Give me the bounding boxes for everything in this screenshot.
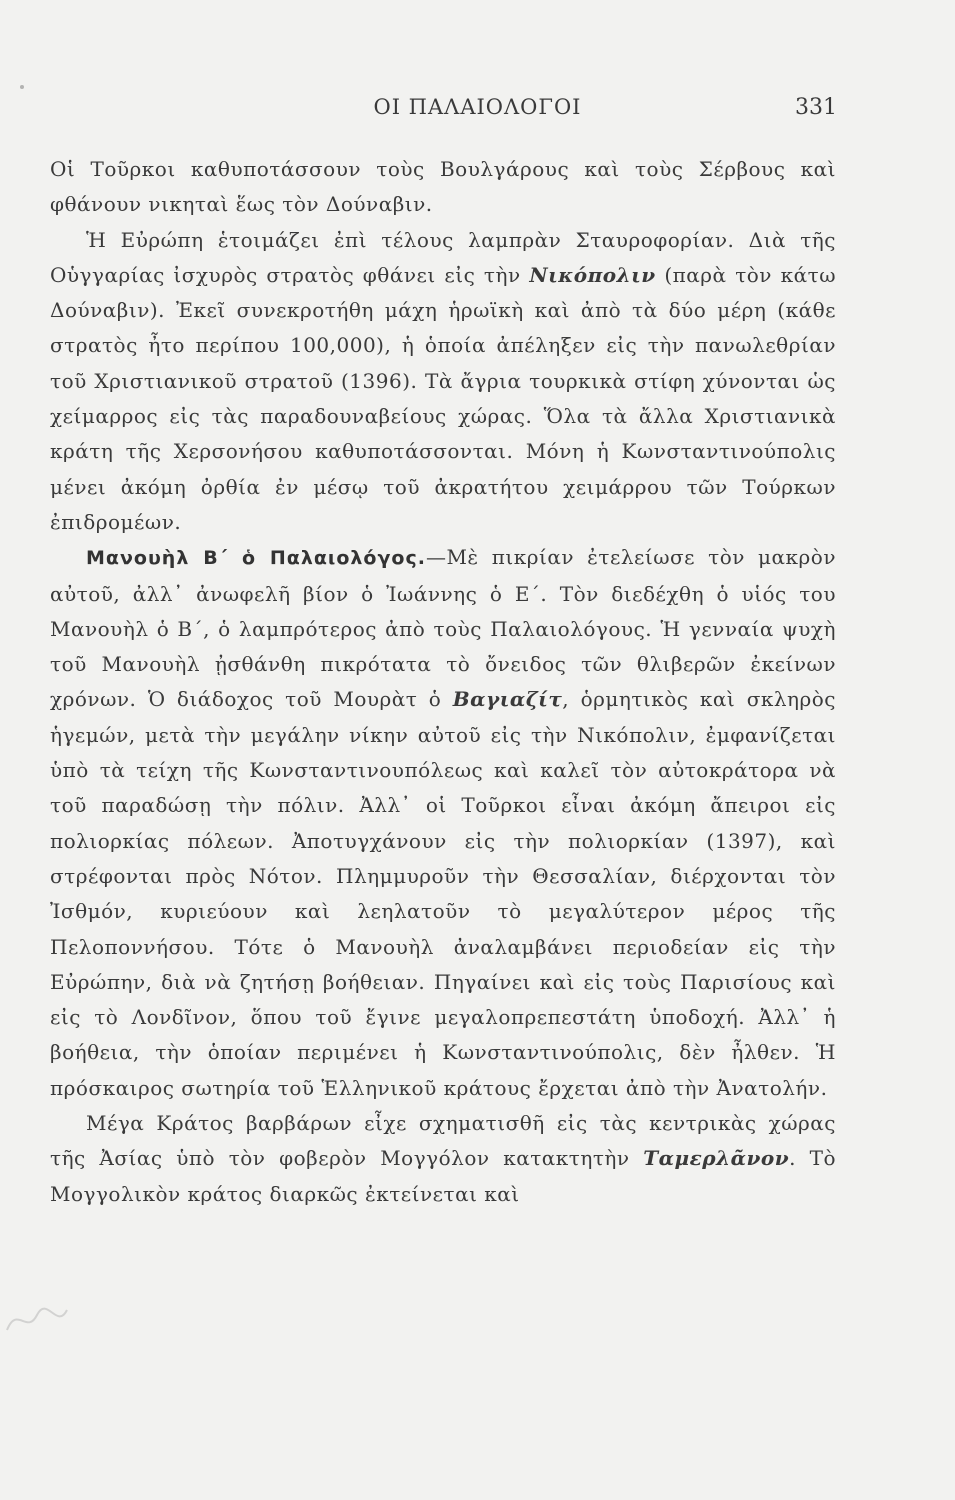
paper-speck <box>20 85 24 89</box>
paragraph-3 <box>50 540 836 1106</box>
paragraph-3-text-b: , ὁρμητικὸς καὶ σκληρὸς ἡγεμών, μετὰ τὴν μεγάλην νίκην αὐτοῦ εἰς τὴν Νικόπολιν, ἐμφανίζεται ὑπὸ τὰ τείχη τῆς Κωνσταντινουπόλεως καὶ καλεῖ τὸν αὐτοκράτορα νὰ τοῦ παραδώσῃ τὴν πόλιν. Ἀλλ᾽ οἱ Τοῦρκοι εἶναι ἀκόμη ἄπειροι εἰς πολιορκίας πόλεων. Ἀποτυγχάνουν εἰς τὴν πολιορκίαν (1397), καὶ στρέφονται πρὸς Νότον. Πλημμυροῦν τὴν Θεσσαλίαν, διέρχονται τὸν Ἰσθμόν, κυριεύουν καὶ λεηλατοῦν τὸ μεγαλύτερον μέρος τῆς Πελοποννήσου. Τότε ὁ Μανουὴλ ἀναλαμβάνει περιοδείαν εἰς τὴν Εὐρώπην, διὰ νὰ ζητήσῃ βοήθειαν. Πηγαίνει καὶ εἰς τοὺς Παρισίους καὶ εἰς τὸ Λονδῖνον, ὅπου τοῦ ἔγινε μεγαλοπρεπεστάτη ὑποδοχή. Ἀλλ᾽ ἡ βοήθεια, τὴν ὁποίαν περιμένει ἡ Κωνσταντινούπολις, δὲν ἦλθεν. Ἡ πρόσκαιρος σωτηρία τοῦ Ἑλληνικοῦ κράτους ἔρχεται ἀπὸ τὴν Ἀνατολήν. <box>50 687 836 1100</box>
paragraph-2-text-b: (παρὰ τὸν κάτω Δούναβιν). Ἐκεῖ συνεκροτήθη μάχη ἡρωϊκὴ καὶ ἀπὸ τὰ δύο μέρη (κάθε στρατὸς ἦτο περίπου 100,000), ἡ ὁποία ἀπέληξεν εἰς τὴν πανωλεθρίαν τοῦ Χριστιανικοῦ στρατοῦ (1396). Τὰ ἄγρια τουρκικὰ στίφη χύνονται ὡς χείμαρρος εἰς τὰς παραδουναβείους χώρας. Ὅλα τὰ ἄλλα Χριστιανικὰ κράτη τῆς Χερσονήσου καθυποτάσσονται. Μόνη ἡ Κωνσταντινούπολις μένει ἀκόμη ὀρθία ἐν μέσῳ τοῦ ἀκρατήτου χειμάρρου τῶν Τούρκων ἐπιδρομέων. <box>50 262 837 534</box>
paragraph-2-text-a: Ἡ Εὐρώπη ἑτοιμάζει ἐπὶ τέλους λαμπρὰν Σταυροφορίαν. Διὰ τῆς Οὑγγαρίας ἰσχυρὸς στρατὸς φθάνει εἰς τὴν <box>50 227 836 287</box>
section-heading-manuel: Μανουὴλ Β΄ ὁ Παλαιολόγος. <box>86 547 426 570</box>
body-text <box>50 152 836 1212</box>
nikopolis-emphasis: Νικόπολιν <box>529 262 656 287</box>
faint-ink-mark <box>2 1300 72 1340</box>
paragraph-4 <box>50 1106 836 1212</box>
paragraph-3-text-a: —Μὲ πικρίαν ἐτελείωσε τὸν μακρὸν αὐτοῦ, ἀλλ᾽ ἀνωφελῆ βίον ὁ Ἰωάννης ὁ Ε΄. Τὸν διεδέχθη ὁ υἱός του Μανουὴλ ὁ Β΄, ὁ λαμπρότερος ἀπὸ τοὺς Παλαιολόγους. Ἡ γενναία ψυχὴ τοῦ Μανουὴλ ᾐσθάνθη πικρότατα τὸ ὄνειδος τῶν θλιβερῶν ἐκείνων χρόνων. Ὁ διάδοχος τοῦ Μουρὰτ ὁ <box>50 545 836 712</box>
paragraph-4-text-b: . Τὸ Μογγολικὸν κράτος διαρκῶς ἐκτείνεται καὶ <box>50 1146 836 1206</box>
running-header-title: ΟΙ ΠΑΛΑΙΟΛΟΓΟΙ <box>373 95 582 119</box>
paragraph-4-text-a: Μέγα Κράτος βαρβάρων εἶχε σχηματισθῆ εἰς τὰς κεντρικὰς χώρας τῆς Ἀσίας ὑπὸ τὸν φοβερὸν Μογγόλον κατακτητὴν <box>50 1111 836 1171</box>
paragraph-1: Οἱ Τοῦρκοι καθυποτάσσουν τοὺς Βουλγάρους καὶ τοὺς Σέρβους καὶ φθάνουν νικηταὶ ἕως τὸν Δούναβιν. <box>50 157 836 217</box>
bayezid-emphasis: Βαγιαζίτ <box>452 687 563 712</box>
paragraph-2 <box>50 223 836 541</box>
page-number: 331 <box>795 95 837 120</box>
tamerlane-emphasis: Ταμερλᾶνον <box>643 1146 790 1171</box>
